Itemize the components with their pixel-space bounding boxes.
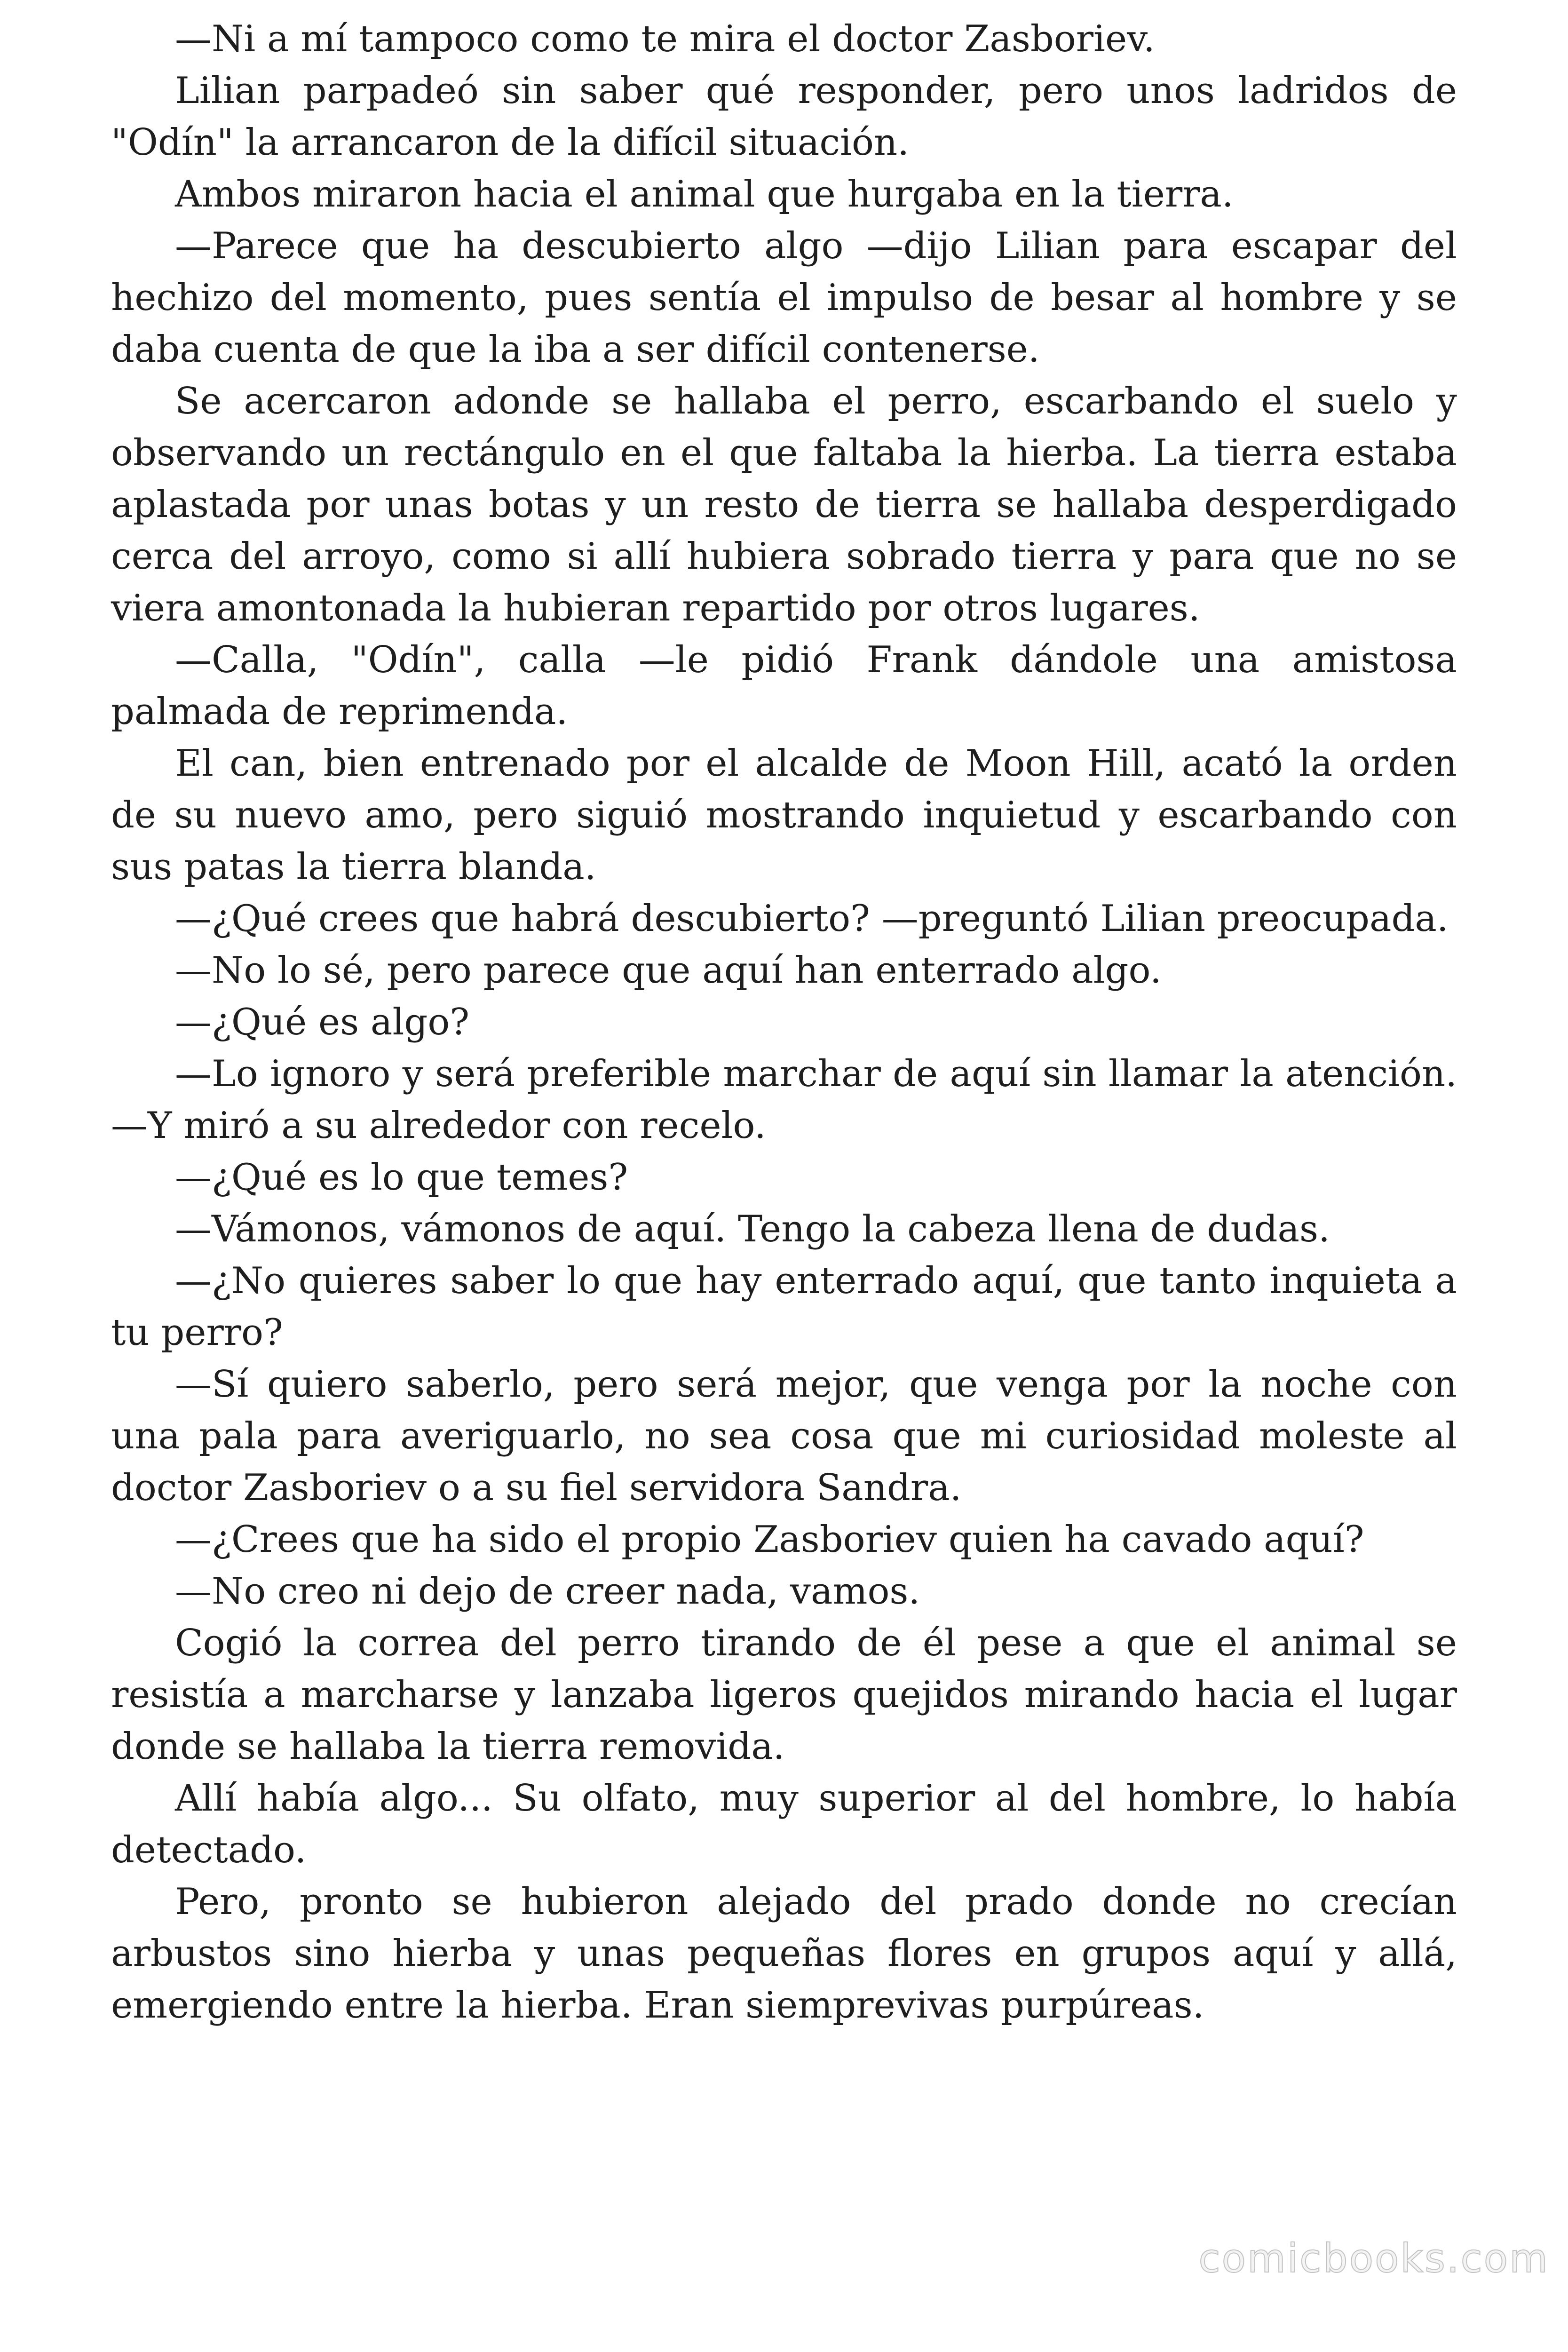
paragraph: —No lo sé, pero parece que aquí han enterrado algo.: [175, 949, 1162, 992]
paragraph: —¿No quieres saber lo que hay enterrado aquí, que tanto inquieta a tu perro?: [111, 1260, 1457, 1354]
paragraph: —No creo ni dejo de creer nada, vamos.: [175, 1570, 920, 1613]
paragraph: —Sí quiero saberlo, pero será mejor, que venga por la noche con una pala para averiguarlo, no sea cosa que mi curiosidad moleste al doctor Zasboriev o a su fiel servidora Sandra.: [111, 1363, 1457, 1509]
paragraph: —Calla, "Odín", calla —le pidió Frank dándole una amistosa palmada de reprimenda.: [111, 639, 1457, 733]
paragraph: —Parece que ha descubierto algo —dijo Lilian para escapar del hechizo del momento, pues sentía el impulso de besar al hombre y se daba cuenta de que la iba a ser difícil contenerse.: [111, 225, 1457, 371]
paragraph: Allí había algo... Su olfato, muy superior al del hombre, lo había detectado.: [111, 1777, 1457, 1871]
paragraph: —Ni a mí tampoco como te mira el doctor Zasboriev.: [175, 18, 1155, 60]
paragraph: —Lo ignoro y será preferible marchar de aquí sin llamar la atención. —Y miró a su alrededor con recelo.: [111, 1053, 1457, 1147]
paragraph: —¿Qué crees que habrá descubierto? —preguntó Lilian preocupada.: [175, 898, 1449, 940]
paragraph: Ambos miraron hacia el animal que hurgaba en la tierra.: [175, 173, 1234, 215]
paragraph: Cogió la correa del perro tirando de él pese a que el animal se resistía a marcharse y lanzaba ligeros quejidos mirando hacia el lugar donde se hallaba la tierra removida.: [111, 1622, 1457, 1768]
paragraph: Se acercaron adonde se hallaba el perro, escarbando el suelo y observando un rectángulo en el que faltaba la hierba. La tierra estaba aplastada por unas botas y un resto de tierra se hallaba desperdigado cerca del arroyo, como si allí hubiera sobrado tierra y para que no se viera amontonada la hubieran repartido por otros lugares.: [111, 380, 1457, 629]
paragraph: —¿Qué es lo que temes?: [175, 1156, 628, 1199]
paragraph: Lilian parpadeó sin saber qué responder, pero unos ladridos de "Odín" la arrancaron de la difícil situación.: [111, 70, 1457, 164]
paragraph: Pero, pronto se hubieron alejado del prado donde no crecían arbustos sino hierba y unas pequeñas flores en grupos aquí y allá, emergiendo entre la hierba. Eran siemprevivas purpúreas.: [111, 1881, 1457, 2026]
paragraph: —¿Qué es algo?: [175, 1001, 470, 1043]
watermark: comicbooks.com: [1198, 2235, 1549, 2281]
paragraph: —Vámonos, vámonos de aquí. Tengo la cabeza llena de dudas.: [175, 1208, 1330, 1250]
paragraph: —¿Crees que ha sido el propio Zasboriev quien ha cavado aquí?: [175, 1518, 1364, 1561]
page-text: [111, 13, 1457, 2031]
paragraph: El can, bien entrenado por el alcalde de Moon Hill, acató la orden de su nuevo amo, pero siguió mostrando inquietud y escarbando con sus patas la tierra blanda.: [111, 742, 1457, 888]
